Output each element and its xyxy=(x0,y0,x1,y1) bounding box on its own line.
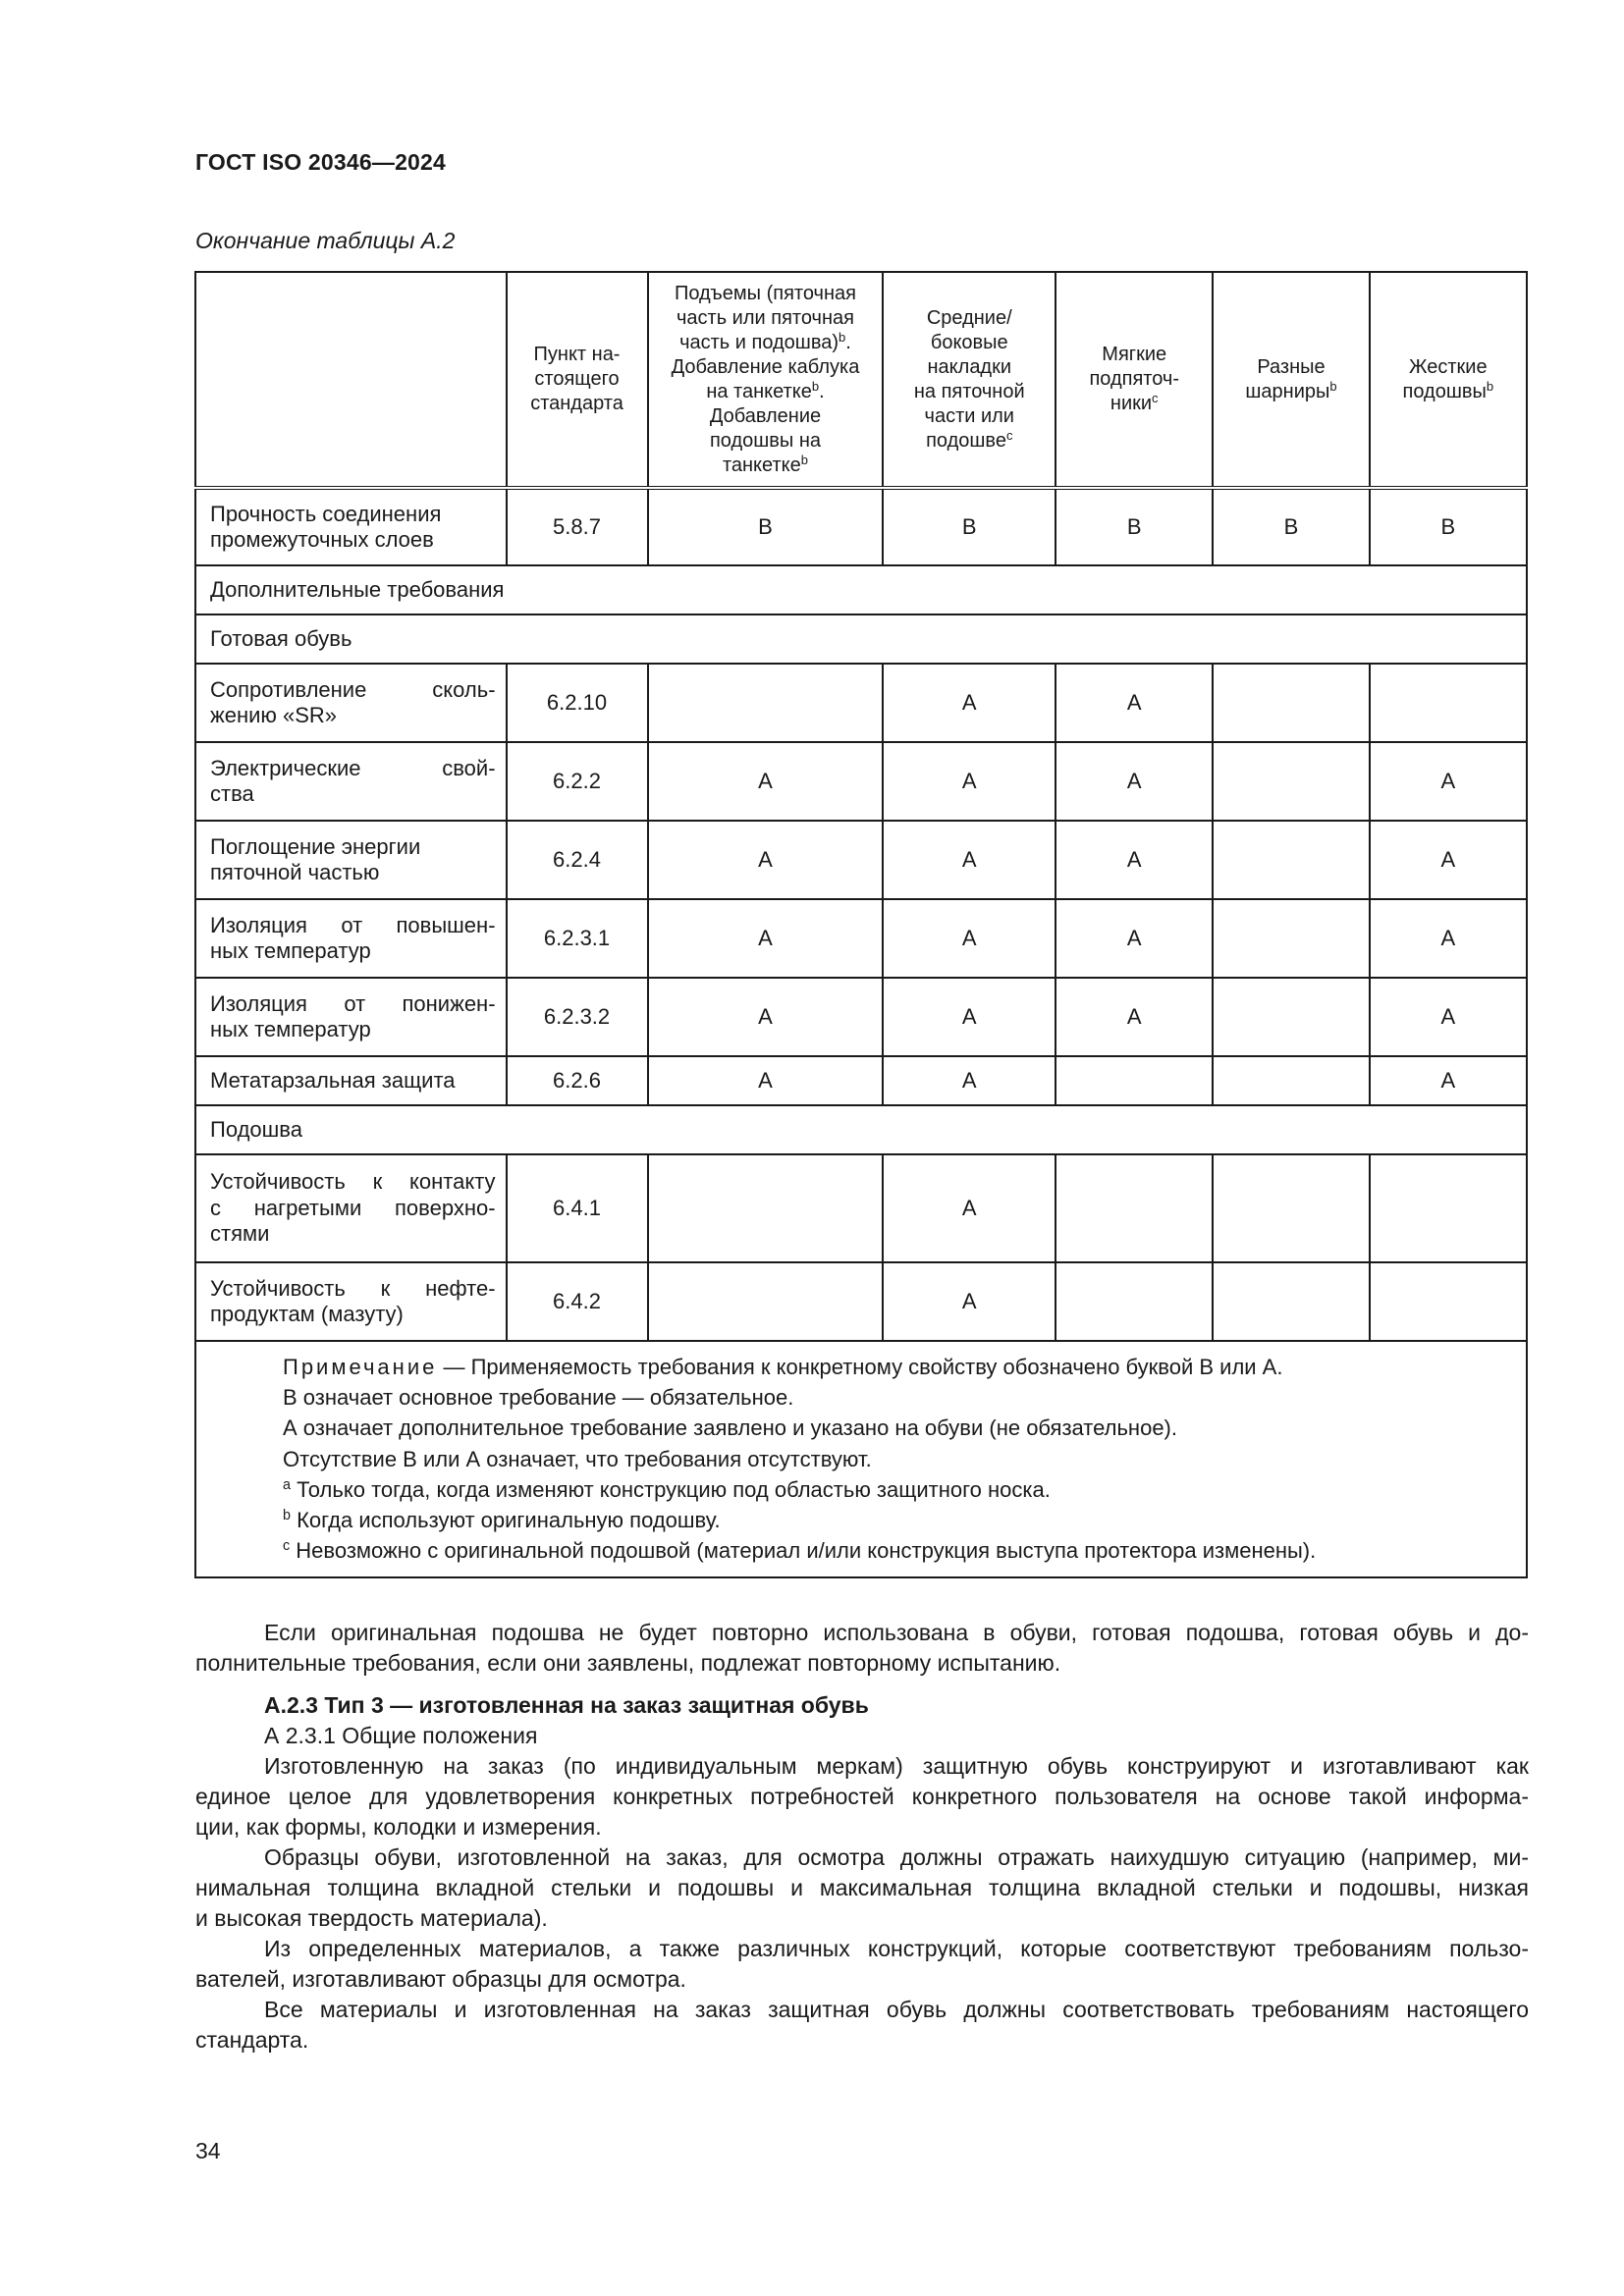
cell-value: В xyxy=(1213,488,1369,565)
header-lifts: Подъемы (пяточная часть или пяточная часть и подошва)$^b$. Добавление каблука на танкетке$^b$. Добавление подошвы на танкетке$^b$ xyxy=(648,272,884,488)
cell-value: В xyxy=(648,488,884,565)
cell-value: А xyxy=(1056,978,1213,1056)
row-clause: 5.8.7 xyxy=(507,488,648,565)
cell-value xyxy=(1056,1056,1213,1105)
row-property: Поглощение энергии пяточной частью xyxy=(195,821,507,899)
cell-value: А xyxy=(1056,664,1213,742)
cell-value: А xyxy=(883,899,1056,978)
row-property: Сопротивление сколь- жению «SR» xyxy=(195,664,507,742)
table-note: Примечание — Применяемость требования к конкретному свойству обозначено буквой В или А. В означает основное требование — обязательное. А означает дополнительное требование заявлено и указано на обуви (не обязательное). Отсутствие В или А означает, что требования отсутствуют. $^a$ Только тогда, когда изменяют конструкцию под областью защитного носка. $^b$ Когда используют оригинальную подошву. $^c$ Невозможно с оригинальной подошвой (материал и/или конструкция выступа протектора изменены). xyxy=(195,1341,1527,1577)
footnote: $^a$ Только тогда, когда изменяют конструкцию под областью защитного носка. xyxy=(283,1476,1051,1502)
cell-value: В xyxy=(883,488,1056,565)
subsection-heading: А 2.3.1 Общие положения xyxy=(264,1723,538,1748)
row-property: Электрические свой- ства xyxy=(195,742,507,821)
cell-value: А xyxy=(1370,1056,1527,1105)
footnote: $^b$ Когда используют оригинальную подошву. xyxy=(283,1508,721,1533)
row-clause: 6.2.3.1 xyxy=(507,899,648,978)
requirements-table xyxy=(194,271,1528,1578)
row-property: Прочность соединения промежуточных слоев xyxy=(195,488,507,565)
cell-value xyxy=(1370,1154,1527,1262)
cell-value: А xyxy=(648,821,884,899)
table-section-row xyxy=(195,565,1527,614)
row-clause: 6.4.2 xyxy=(507,1262,648,1341)
cell-value xyxy=(648,1154,884,1262)
cell-value xyxy=(1213,1262,1369,1341)
cell-value: В xyxy=(1370,488,1527,565)
row-property: Изоляция от повышен- ных температур xyxy=(195,899,507,978)
paragraph: Образцы обуви, изготовленной на заказ, для осмотра должны отражать наихудшую ситуацию (например, ми- нимальная толщина вкладной стельки и подошвы и максимальная толщина вкладной стельки и подошвы, низкая и высокая твердость материала). xyxy=(195,1844,1529,1931)
header-soft-heels: Мягкие подпяточ- ники$^c$ xyxy=(1056,272,1213,488)
cell-value xyxy=(1213,664,1369,742)
header-side-patches: Средние/ боковые накладки на пяточной части или подошве$^c$ xyxy=(883,272,1056,488)
table-row xyxy=(195,742,1527,821)
section-label: Подошва xyxy=(195,1105,1527,1154)
row-clause: 6.2.10 xyxy=(507,664,648,742)
table-row xyxy=(195,978,1527,1056)
table-row xyxy=(195,1262,1527,1341)
row-clause: 6.2.6 xyxy=(507,1056,648,1105)
cell-value: А xyxy=(648,899,884,978)
cell-value: А xyxy=(1056,821,1213,899)
cell-value: А xyxy=(883,821,1056,899)
header-clause: Пункт на- стоящего стандарта xyxy=(507,272,648,488)
cell-value: А xyxy=(1370,742,1527,821)
paragraph: Изготовленную на заказ (по индивидуальным меркам) защитную обувь конструируют и изготавливают как единое целое для удовлетворения конкретных потребностей конкретного пользователя на основе такой информа- ции, как формы, колодки и измерения. xyxy=(195,1753,1529,1840)
cell-value xyxy=(1370,664,1527,742)
cell-value xyxy=(1213,742,1369,821)
paragraph: Все материалы и изготовленная на заказ защитная обувь должны соответствовать требованиям настоящего стандарта. xyxy=(195,1997,1529,2053)
section-heading: А.2.3 Тип 3 — изготовленная на заказ защитная обувь xyxy=(264,1692,869,1718)
table-header-row xyxy=(195,272,1527,488)
row-property: Устойчивость к нефте- продуктам (мазуту) xyxy=(195,1262,507,1341)
cell-value: В xyxy=(1056,488,1213,565)
cell-value: А xyxy=(883,978,1056,1056)
header-rigid-soles: Жесткие подошвы$^b$ xyxy=(1370,272,1527,488)
cell-value xyxy=(648,664,884,742)
table-section-row xyxy=(195,1105,1527,1154)
cell-value: А xyxy=(883,1056,1056,1105)
cell-value xyxy=(1056,1262,1213,1341)
row-property: Устойчивость к контакту с нагретыми поверхно- стями xyxy=(195,1154,507,1262)
header-hinges: Разные шарниры$^b$ xyxy=(1213,272,1369,488)
section-label: Дополнительные требования xyxy=(195,565,1527,614)
cell-value xyxy=(1213,821,1369,899)
paragraph: Из определенных материалов, а также различных конструкций, которые соответствуют требованиям пользо- вателей, изготавливают образцы для осмотра. xyxy=(195,1936,1529,1992)
note-label: Примечание xyxy=(283,1355,438,1379)
cell-value: А xyxy=(1056,742,1213,821)
cell-value: А xyxy=(1370,978,1527,1056)
row-clause: 6.2.3.2 xyxy=(507,978,648,1056)
cell-value: А xyxy=(1370,821,1527,899)
paragraph: Если оригинальная подошва не будет повторно использована в обуви, готовая подошва, готовая обувь и до- полнительные требования, если они заявлены, подлежат повторному испытанию. xyxy=(195,1620,1529,1676)
table-row xyxy=(195,899,1527,978)
cell-value: А xyxy=(648,742,884,821)
cell-value xyxy=(1213,1056,1369,1105)
cell-value: А xyxy=(1370,899,1527,978)
cell-value xyxy=(1056,1154,1213,1262)
cell-value xyxy=(648,1262,884,1341)
section-label: Готовая обувь xyxy=(195,614,1527,664)
cell-value: А xyxy=(648,978,884,1056)
table-caption: Окончание таблицы А.2 xyxy=(195,228,456,253)
row-clause: 6.2.2 xyxy=(507,742,648,821)
cell-value: А xyxy=(883,742,1056,821)
table-row xyxy=(195,1154,1527,1262)
table-row xyxy=(195,1056,1527,1105)
cell-value: А xyxy=(883,1262,1056,1341)
row-clause: 6.4.1 xyxy=(507,1154,648,1262)
cell-value: А xyxy=(883,664,1056,742)
header-property xyxy=(195,272,507,488)
table-row xyxy=(195,821,1527,899)
cell-value: А xyxy=(1056,899,1213,978)
document-header: ГОСТ ISO 20346—2024 xyxy=(195,149,447,175)
cell-value xyxy=(1213,1154,1369,1262)
body-text xyxy=(195,1618,1529,2056)
cell-value xyxy=(1370,1262,1527,1341)
cell-value xyxy=(1213,978,1369,1056)
page-number: 34 xyxy=(195,2138,221,2163)
row-property: Изоляция от понижен- ных температур xyxy=(195,978,507,1056)
cell-value xyxy=(1213,899,1369,978)
cell-value: А xyxy=(883,1154,1056,1262)
table-row xyxy=(195,664,1527,742)
cell-value: А xyxy=(648,1056,884,1105)
row-clause: 6.2.4 xyxy=(507,821,648,899)
table-row xyxy=(195,488,1527,565)
table-note-row xyxy=(195,1341,1527,1577)
table-section-row xyxy=(195,614,1527,664)
footnote: $^c$ Невозможно с оригинальной подошвой (материал и/или конструкция выступа протектора изменены). xyxy=(283,1538,1317,1564)
row-property: Метатарзальная защита xyxy=(195,1056,507,1105)
